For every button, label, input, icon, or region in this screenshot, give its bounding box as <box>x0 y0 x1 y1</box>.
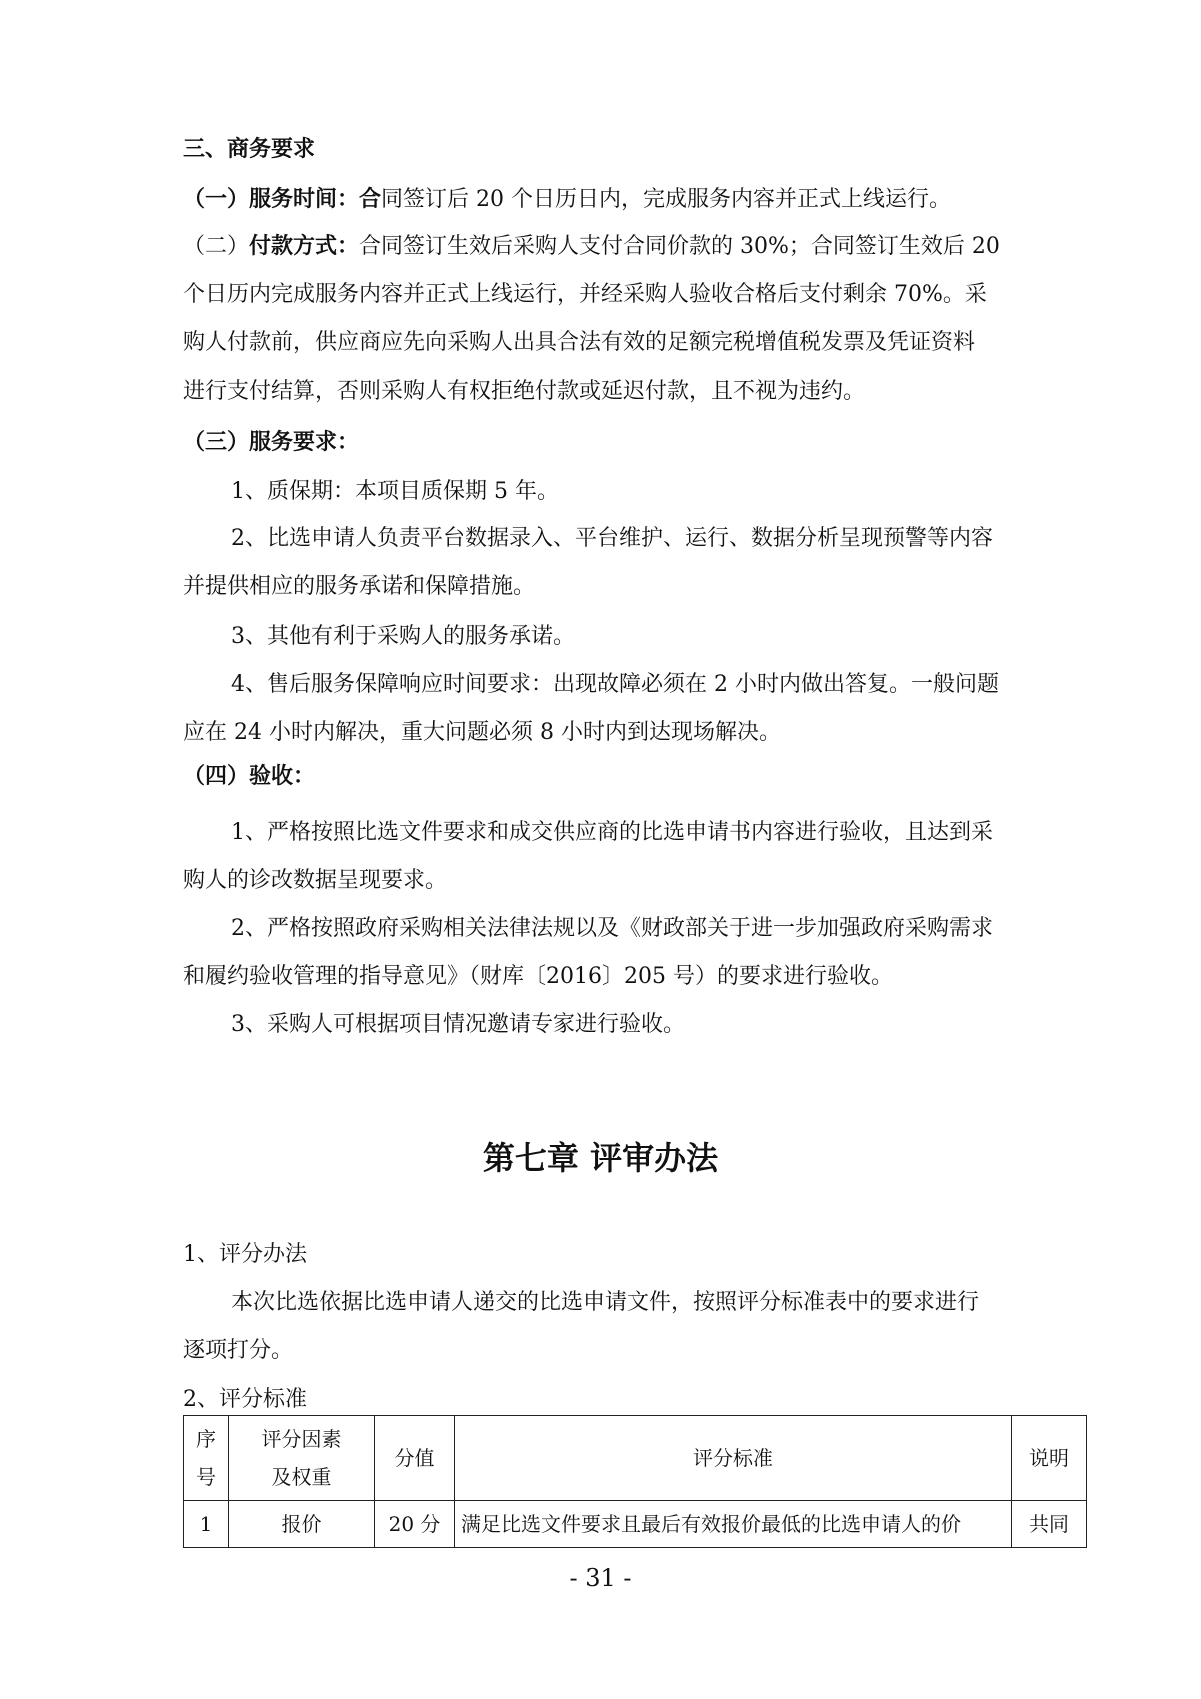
header-text: 号 <box>196 1465 216 1489</box>
acceptance-item-3: 3、采购人可根据项目情况邀请专家进行验收。 <box>231 1012 685 1037</box>
acceptance-heading: （四）验收： <box>183 764 316 789</box>
column-header-note: 说明 <box>1012 1416 1087 1501</box>
service-requirement-item-2-cont: 并提供相应的服务承诺和保障措施。 <box>183 574 536 599</box>
cell-note: 共同 <box>1012 1501 1087 1548</box>
payment-text: 合同签订生效后采购人支付合同价款的 30%；合同签订生效后 20 <box>359 234 1000 259</box>
table-header-row <box>184 1416 1087 1501</box>
scoring-method-text: 本次比选依据比选申请人递交的比选申请文件，按照评分标准表中的要求进行 <box>231 1290 980 1315</box>
payment-paragraph-line: 进行支付结算，否则采购人有权拒绝付款或延迟付款，且不视为违约。 <box>183 379 866 404</box>
service-requirement-item-2: 2、比选申请人负责平台数据录入、平台维护、运行、数据分析呈现预警等内容 <box>231 526 993 551</box>
cell-standard: 满足比选文件要求且最后有效报价最低的比选申请人的价 <box>455 1501 1012 1548</box>
column-header-factor <box>229 1416 375 1501</box>
column-header-standard: 评分标准 <box>455 1416 1012 1501</box>
service-time-text: 同签订后 20 个日历日内，完成服务内容并正式上线运行。 <box>381 187 951 212</box>
service-time-label: （一）服务时间：合 <box>183 187 382 212</box>
acceptance-item-1-cont: 购人的诊改数据呈现要求。 <box>183 868 448 893</box>
chapter-title: 第七章 评审办法 <box>482 1139 719 1177</box>
scoring-method-heading: 1、评分办法 <box>183 1242 307 1267</box>
service-time-paragraph <box>183 185 1083 215</box>
header-text: 序 <box>196 1427 216 1451</box>
payment-paragraph-line-1 <box>183 232 1083 262</box>
payment-label-prefix: （二） <box>183 234 250 259</box>
table-row <box>184 1501 1087 1548</box>
payment-label: 付款方式： <box>249 234 360 259</box>
acceptance-item-2-cont: 和履约验收管理的指导意见》（财库〔2016〕205 号）的要求进行验收。 <box>183 964 893 989</box>
header-text: 及权重 <box>271 1465 332 1489</box>
service-requirement-item-4-cont: 应在 24 小时内解决，重大问题必须 8 小时内到达现场解决。 <box>183 720 781 745</box>
cell-no: 1 <box>184 1501 229 1548</box>
column-header-score: 分值 <box>375 1416 455 1501</box>
service-requirement-item-4: 4、售后服务保障响应时间要求：出现故障必须在 2 小时内做出答复。一般问题 <box>231 672 999 697</box>
column-header-no <box>184 1416 229 1501</box>
acceptance-item-1: 1、严格按照比选文件要求和成交供应商的比选申请书内容进行验收，且达到采 <box>231 820 993 845</box>
header-text: 评分因素 <box>261 1427 342 1451</box>
page-number: - 31 - <box>569 1564 632 1592</box>
scoring-table <box>183 1415 1087 1548</box>
service-requirement-item-3: 3、其他有利于采购人的服务承诺。 <box>231 624 575 649</box>
service-requirements-heading: （三）服务要求： <box>183 430 360 455</box>
cell-score: 20 分 <box>375 1501 455 1548</box>
service-requirement-item-1: 1、质保期：本项目质保期 5 年。 <box>231 479 559 504</box>
scoring-standard-heading: 2、评分标准 <box>183 1387 307 1412</box>
payment-paragraph-line: 购人付款前，供应商应先向采购人出具合法有效的足额完税增值税发票及凭证资料 <box>183 330 976 355</box>
cell-factor: 报价 <box>229 1501 375 1548</box>
acceptance-item-2: 2、严格按照政府采购相关法律法规以及《财政部关于进一步加强政府采购需求 <box>231 916 993 941</box>
payment-paragraph-line: 个日历内完成服务内容并正式上线运行，并经采购人验收合格后支付剩余 70%。采 <box>183 282 987 307</box>
business-requirements-heading: 三、商务要求 <box>183 137 316 162</box>
scoring-method-text-cont: 逐项打分。 <box>183 1338 294 1363</box>
